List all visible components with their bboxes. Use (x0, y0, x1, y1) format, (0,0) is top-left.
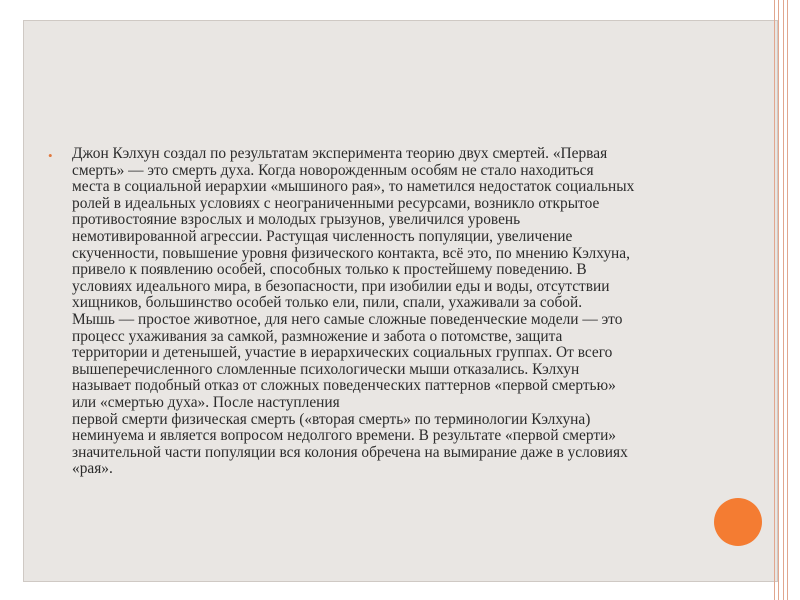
slide-content (48, 146, 698, 478)
body-text: Джон Кэлхун создал по результатам эксперимента теорию двух смертей. «Первая смерть» — это смерть духа. Когда новорожденным особям не стало находиться места в социальной иерархии «мышиного рая», то наметился недостаток социальных ролей в идеальных условиях с неограниченными ресурсами, возникло открытое противостояние взрослых и молодых грызунов, увеличился уровень немотивированной агрессии. Растущая численность популяции, увеличение скученности, повышение уровня физического контакта, всё это, по мнению Кэлхуна, привело к появлению особей, способных только к простейшему поведению. В условиях идеального мира, в безопасности, при изобилии еды и воды, отсутствии хищников, большинство особей только ели, пили, спали, ухаживали за собой. Мышь — простое животное, для него самые сложные поведенческие модели — это процесс ухаживания за самкой, размножение и забота о потомстве, защита территории и детенышей, участие в иерархических социальных группах. От всего вышеперечисленного сломленные психологически мыши отказались. Кэлхун называет подобный отказ от сложных поведенческих паттернов «первой смертью» или «смертью духа». После наступления первой смерти физическая смерть («вторая смерть» по терминологии Кэлхуна) неминуема и является вопросом недолгого времени. В результате «первой смерти» значительной части популяции вся колония обречена на вымирание даже в условиях «рая». (72, 145, 635, 478)
decorative-rule-line (783, 0, 784, 600)
decorative-rule-line (787, 0, 788, 600)
bullet-icon: • (48, 148, 53, 163)
decorative-rule-line (778, 0, 779, 600)
decorative-rule-line (774, 0, 775, 600)
accent-circle (714, 498, 762, 546)
